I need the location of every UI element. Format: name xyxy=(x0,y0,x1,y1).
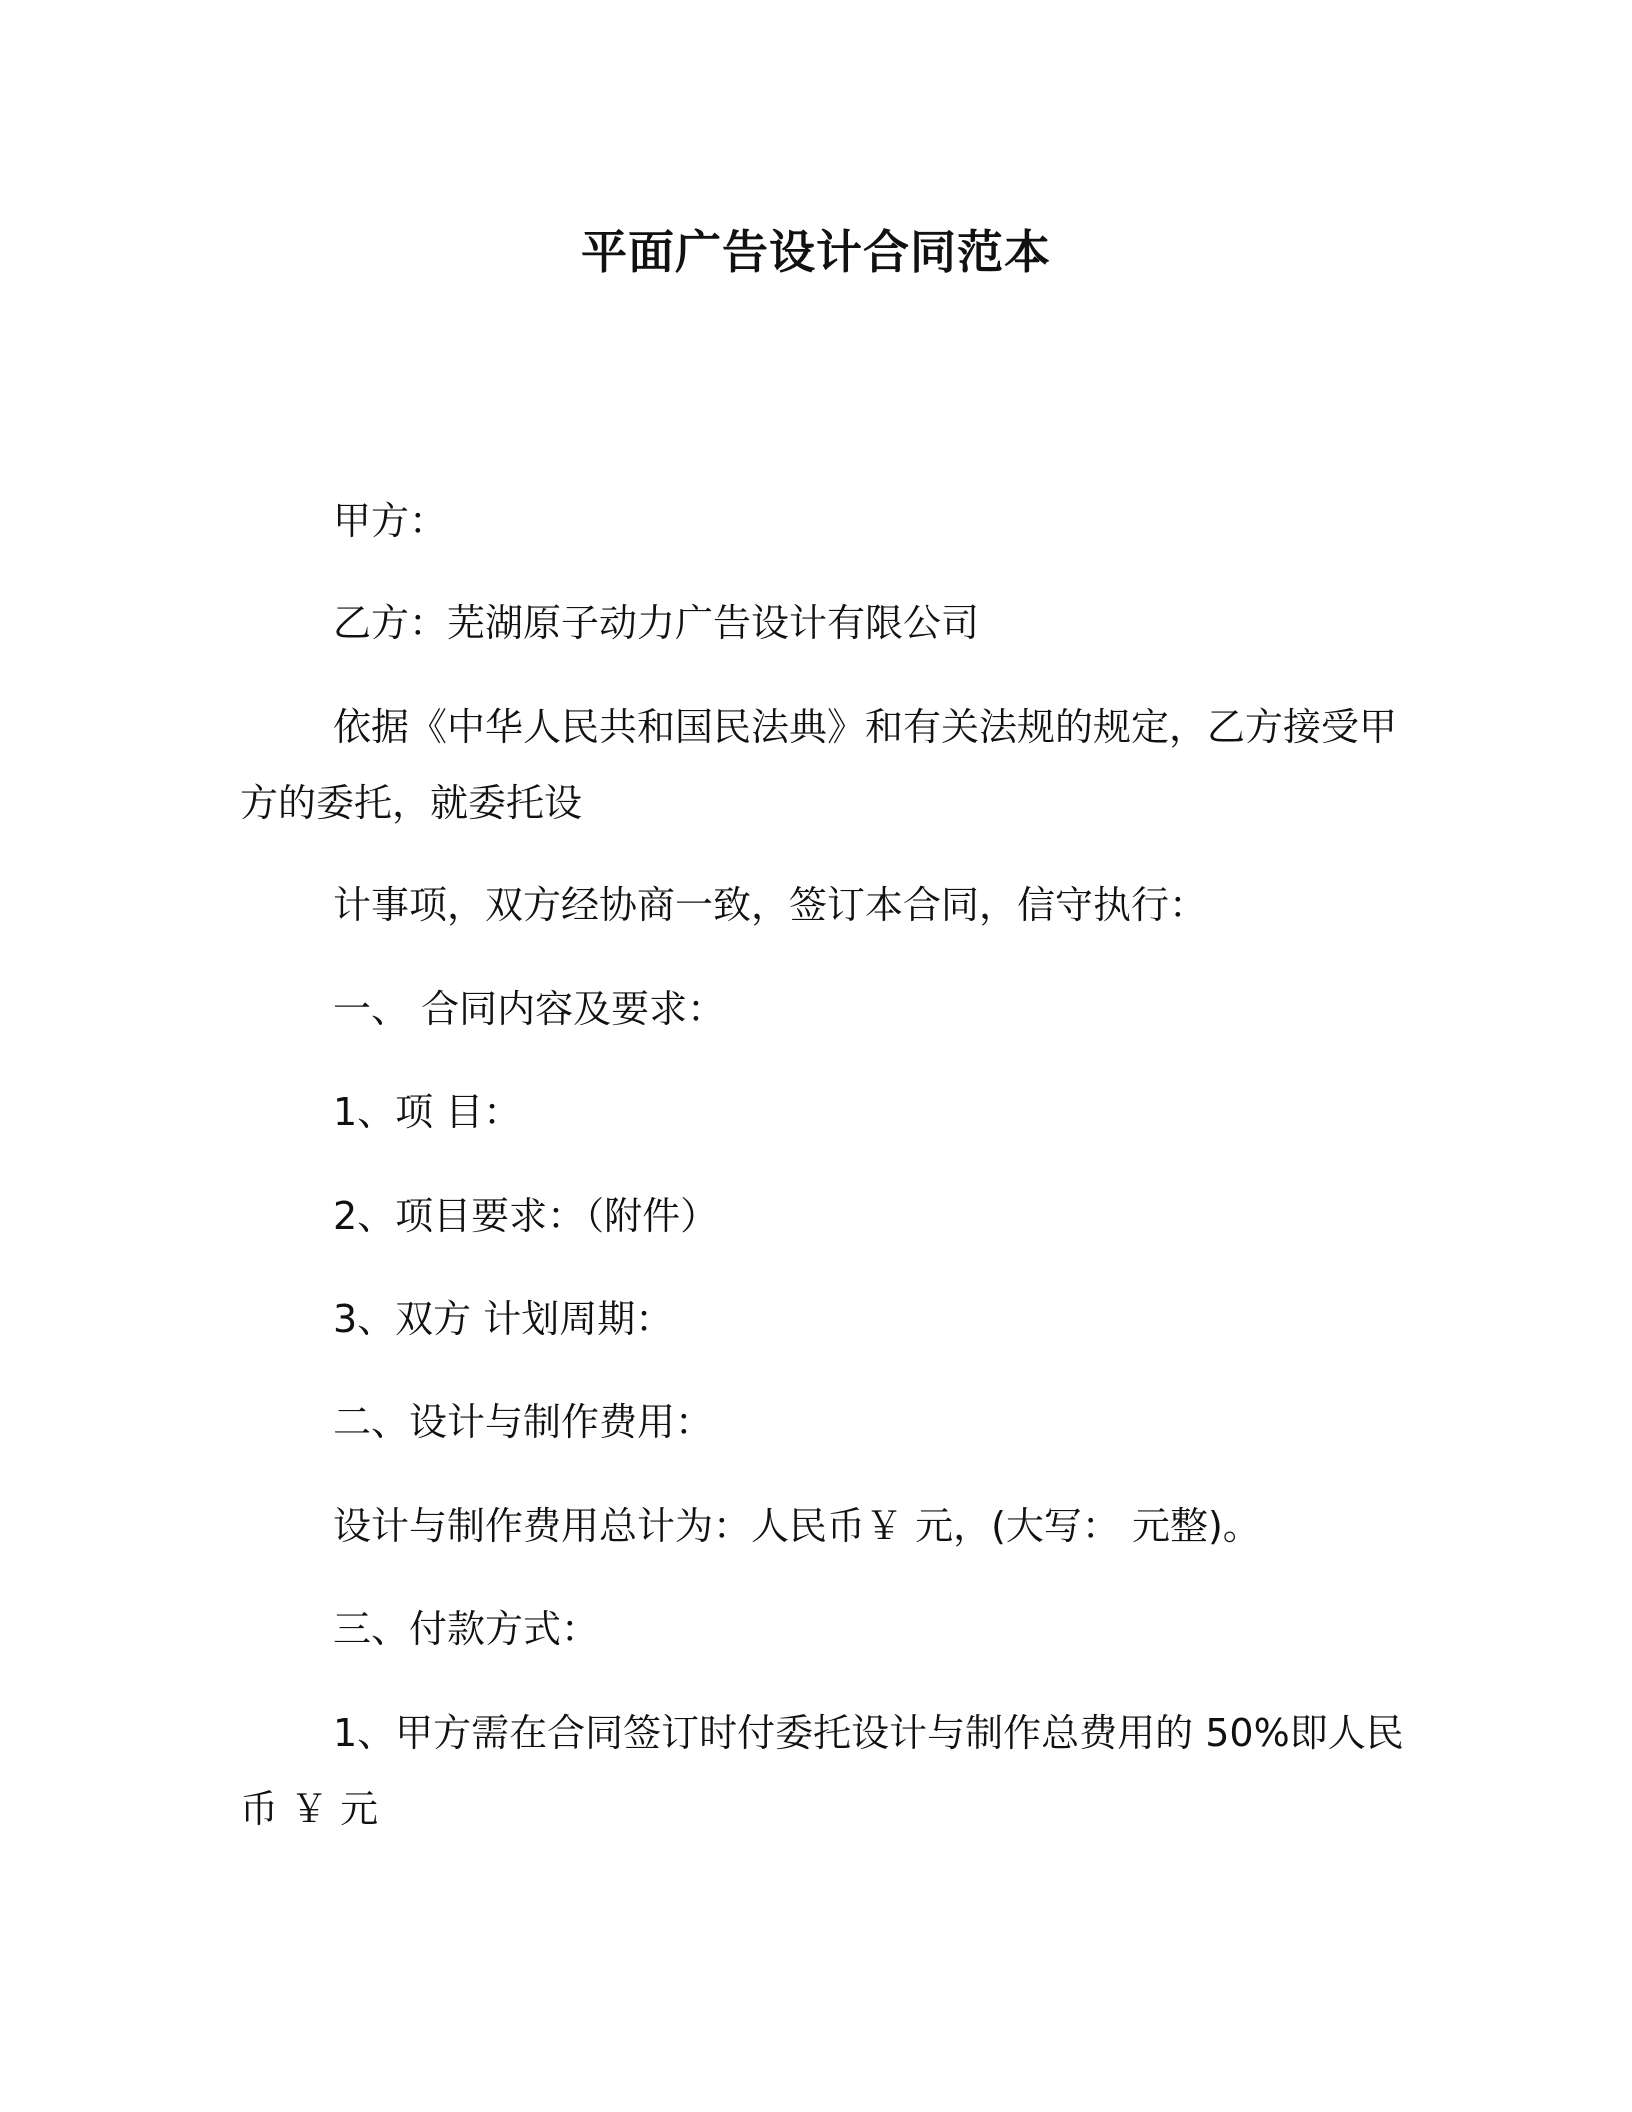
section-3-heading: 三、付款方式： xyxy=(333,1607,600,1651)
item-schedule: 3、双方 计划周期： xyxy=(333,1297,674,1341)
basis-paragraph-line-1: 依据《中华人民共和国民法典》和有关法规的规定，乙方接受甲 xyxy=(333,705,1398,749)
fee-total-line: 设计与制作费用总计为：人民币￥ 元，(大写： 元整)。 xyxy=(333,1504,1261,1548)
basis-paragraph-line-3: 计事项，双方经协商一致，签订本合同，信守执行： xyxy=(333,883,1208,927)
item-requirements: 2、项目要求：（附件） xyxy=(333,1194,719,1238)
document-title: 平面广告设计合同范本 xyxy=(581,225,1051,279)
section-2-heading: 二、设计与制作费用： xyxy=(333,1400,714,1444)
payment-clause-line-2: 币 ￥ 元 xyxy=(240,1787,379,1831)
section-1-heading: 一、 合同内容及要求： xyxy=(333,987,726,1031)
payment-clause-line-1: 1、甲方需在合同签订时付委托设计与制作总费用的 50%即人民 xyxy=(333,1711,1404,1755)
item-project: 1、项 目： xyxy=(333,1090,522,1134)
party-b-line: 乙方：芜湖原子动力广告设计有限公司 xyxy=(333,601,980,645)
basis-paragraph-line-2: 方的委托，就委托设 xyxy=(240,781,583,825)
party-a-line: 甲方： xyxy=(333,499,448,543)
